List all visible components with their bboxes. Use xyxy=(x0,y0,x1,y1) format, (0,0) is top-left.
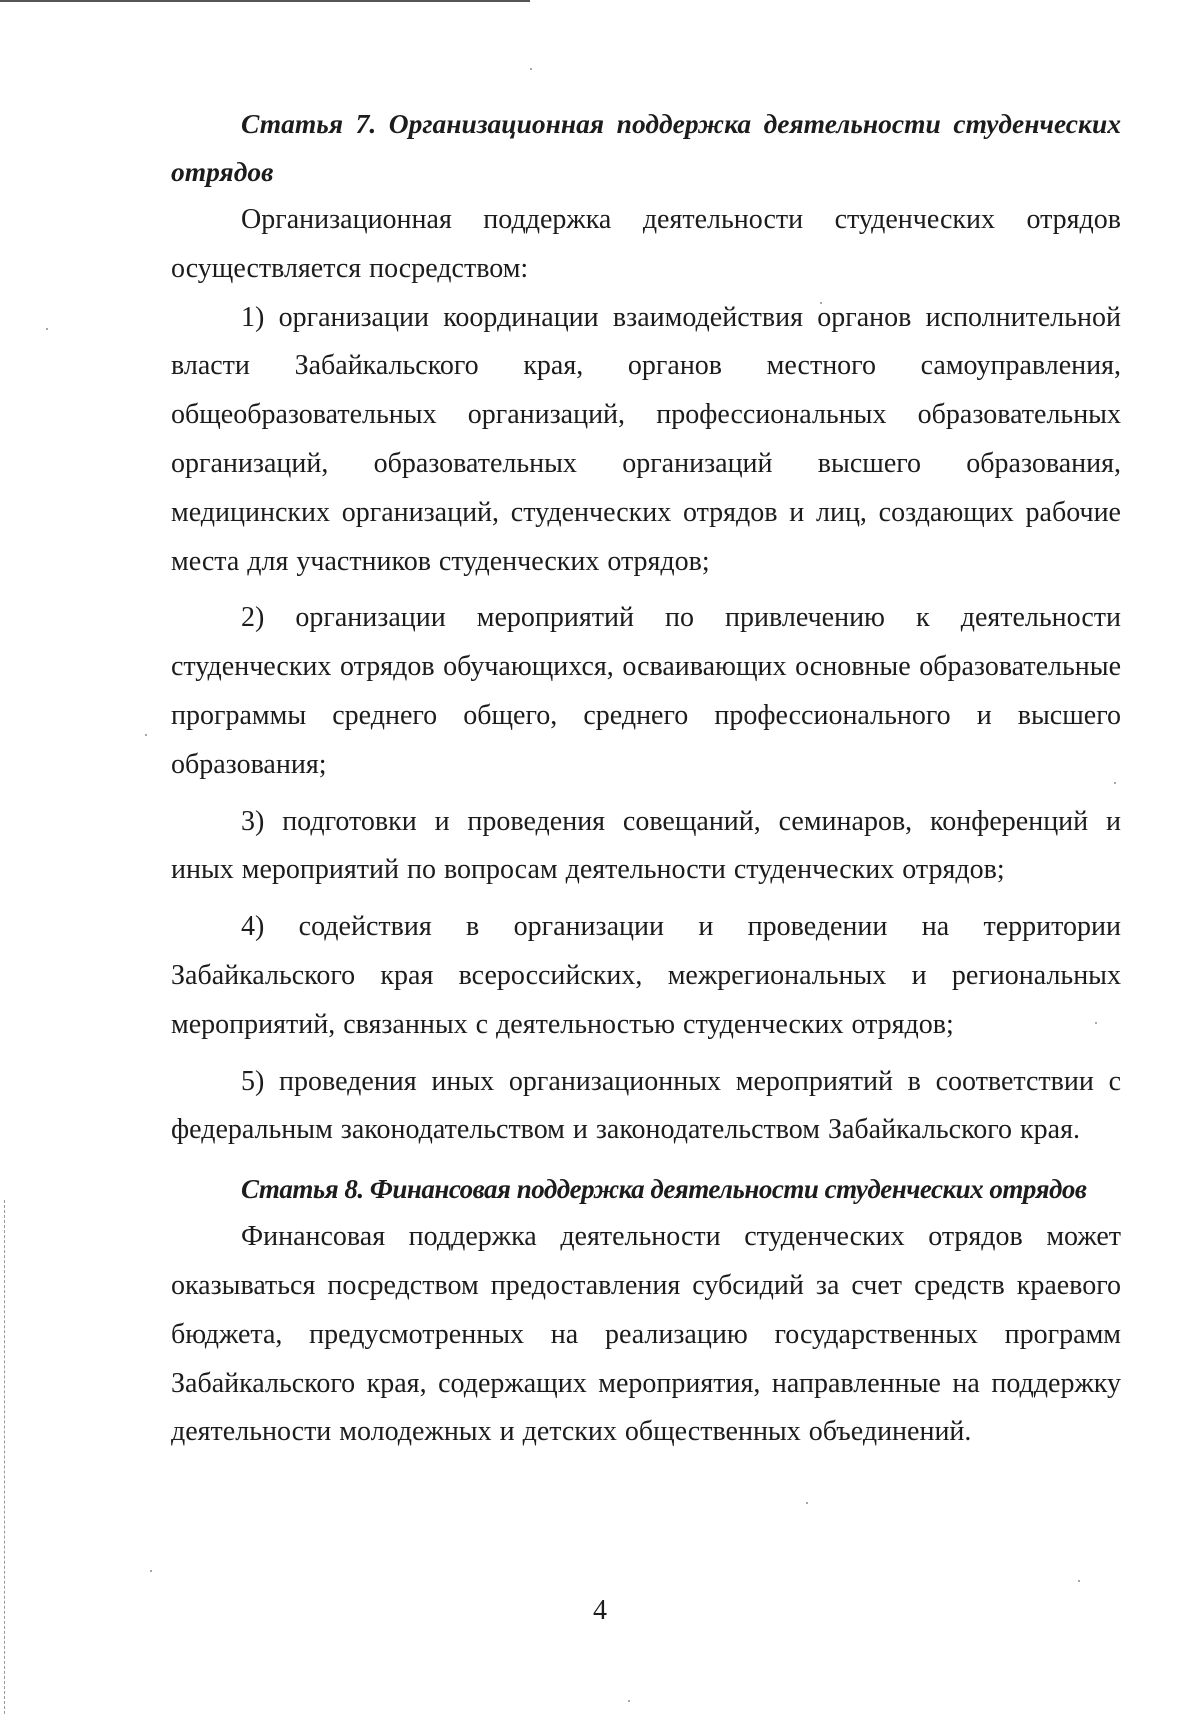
article-7-item-3: 3) подготовки и проведения совещаний, семинаров, конференций и иных мероприятий по вопросам деятельности студенческих отрядов; xyxy=(171,805,1121,886)
article-7-item-4: 4) содействия в организации и проведении на территории Забайкальского края всероссийских, межрегиональных и региональных мероприятий, связанных с деятельностью студенческих отрядов; xyxy=(171,911,1121,1040)
scan-speck xyxy=(150,1570,152,1572)
article-8-heading: Статья 8. Финансовая поддержка деятельности студенческих отрядов xyxy=(241,1174,1087,1205)
scan-edge-left xyxy=(4,1200,5,1714)
scan-speck xyxy=(530,68,532,70)
scan-speck xyxy=(46,328,48,330)
article-7-heading: Статья 7. Организационная поддержка деятельности студенческих отрядов xyxy=(171,108,1121,187)
document-body xyxy=(171,100,1121,1457)
scan-speck xyxy=(628,1700,630,1702)
article-7 xyxy=(171,100,1121,1155)
article-7-item-2: 2) организации мероприятий по привлечению к деятельности студенческих отрядов обучающихся, осваивающих основные образовательные программы среднего общего, среднего профессионального и высшего образования; xyxy=(171,602,1121,780)
article-7-item-5: 5) проведения иных организационных мероприятий в соответствии с федеральным законодательством и законодательством Забайкальского края. xyxy=(171,1065,1121,1146)
scan-speck xyxy=(145,734,147,736)
scan-edge-top xyxy=(0,0,530,2)
scan-speck xyxy=(806,1502,808,1504)
article-7-item-1: 1) организации координации взаимодействия органов исполнительной власти Забайкальского края, органов местного самоуправления, общеобразовательных организаций, профессиональных образовательных организаций, образовательных организаций высшего образования, медицинских организаций, студенческих отрядов и лиц, создающих рабочие места для участников студенческих отрядов; xyxy=(171,301,1121,577)
article-8-text: Финансовая поддержка деятельности студенческих отрядов может оказываться посредством предоставления субсидий за счет средств краевого бюджета, предусмотренных на реализацию государственных программ Забайкальского края, содержащих мероприятия, направленные на поддержку деятельности молодежных и детских общественных объединений. xyxy=(171,1221,1121,1448)
article-7-intro: Организационная поддержка деятельности студенческих отрядов осуществляется посредством: xyxy=(171,204,1121,284)
scan-speck xyxy=(1078,1580,1080,1582)
article-8 xyxy=(171,1165,1121,1457)
page-number: 4 xyxy=(593,1595,607,1626)
